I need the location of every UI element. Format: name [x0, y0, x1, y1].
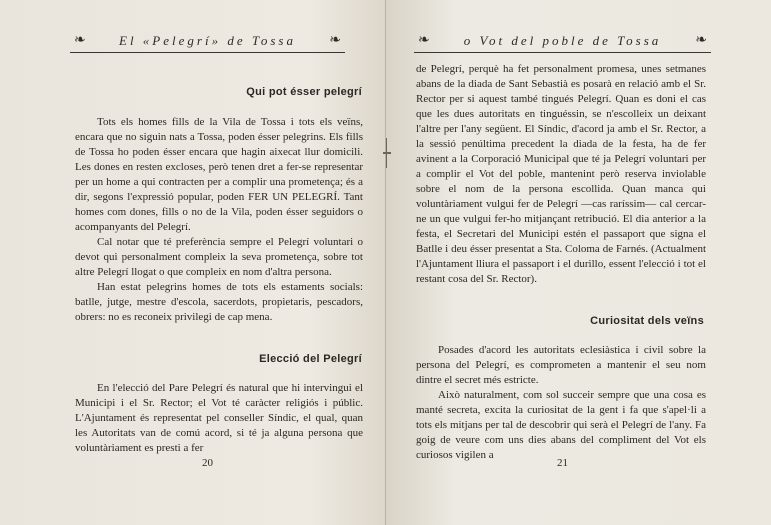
right-running-head: [414, 30, 711, 53]
paragraph: Han estat pelegrins homes de tots els estaments socials: batlle, jutge, mestre d'escola, sacerdots, propietaris, pescadors, obrers: no es reconeix privilegi de cap mena.: [75, 281, 363, 323]
page-number: 21: [557, 457, 568, 469]
paragraph: de Pelegrí, perquè ha fet personalment promesa, unes setmanes abans de la diada de Sant Sebastià es posarà en relació amb el Sr. Rector per si aquest també tingués Pelegrí. Quan es doni el cas que les dues autoritats en tinguéssin, se n'escolleix un deixant l'altre per l'any següent. El Síndic, d'acord ja amb el Sr. Rector, a la sessió penúltima precedent la diada de la festa, ha de fer avinent a la Corporació Municipal que té ja Pelegrí voluntari per a complir el Vot del poble, mantenint però reserva inviolable sobre el nom de la persona escollida. Quan manca qui voluntàriament vulgui fer de Pelegrí —cas raríssim— cal cercar-ne un que vulgui fer-ho mitjançant retribució. El dia anterior a la festa, el Secretari del Municipi estén el passaport que signa el Batlle i deu ésser presentat a Sta. Coloma de Farnés. (Actualment l'Ajuntament lliura el passaport i el durillo, essent l'elecció i tot el restant cosa del Sr. Rector).: [416, 63, 706, 285]
section-eleccio-body: [75, 381, 363, 456]
section-curiositat-body: [416, 343, 706, 463]
paragraph: En l'elecció del Pare Pelegrí és natural que hi intervingui el Municipi i el Sr. Rector; el Vot té caràcter religiós i públic. L'Ajuntament és representat pel conseller Síndic, el qual, quan les Autoritats van de comú acord, si té ja alguna persona que voluntàriament es presti a fer: [75, 382, 363, 454]
left-running-head-text: El «Pelegrí» de Tossa: [119, 33, 296, 48]
fleuron-icon: ❧: [418, 33, 430, 48]
section-title: Qui pot ésser pelegrí: [246, 86, 362, 98]
paragraph: Cal notar que té preferència sempre el Pelegrí voluntari o devot qui personalment compleix la seva prometença, sobre tot altre Pelegrí llogat o que compleix en nom d'altra persona.: [75, 236, 363, 278]
paragraph: Tots els homes fills de la Vila de Tossa i tots els veïns, encara que no siguin nats a Tossa, poden ésser pelegrins. Els fills de Tossa ho poden ésser encara que hagin aixecat llur domicili. Les dones en resten excloses, però tenen dret a fer-se representar per un home a qui contracten per a complir una prometença; és a dir, segons l'expressió popular, poden FER UN PELEGRÍ. Tant homes com dones, fills o no de la Vila, poden ésser seguidors o acompanyants del Pelegrí.: [75, 116, 363, 233]
fleuron-icon: ❧: [329, 33, 341, 48]
page-number: 20: [202, 457, 213, 469]
section-title: Curiositat dels veïns: [590, 315, 704, 327]
binding-mark: [386, 138, 394, 168]
section-title: Elecció del Pelegrí: [259, 353, 362, 365]
paragraph: Posades d'acord les autoritats eclesiàstica i civil sobre la persona del Pelegrí, es comprometen a mantenir el seu nom dintre el secret més estricte.: [416, 344, 706, 386]
left-running-head: [70, 30, 345, 53]
fleuron-icon: ❧: [74, 33, 86, 48]
left-page: [0, 0, 385, 525]
section-qui-pot: [72, 86, 362, 98]
continued-body: [416, 62, 706, 287]
right-running-head-text: o Vot del poble de Tossa: [463, 33, 662, 48]
section-eleccio: [72, 353, 362, 365]
section-curiositat: [416, 315, 704, 327]
section-qui-pot-body: [75, 115, 363, 325]
paragraph: Això naturalment, com sol succeir sempre que una cosa es manté secreta, excita la curiositat de la gent i fa que s'apel·li a tots els mitjans per tal de descobrir qui serà el Pelegrí de l'any. Fa goig de veure com uns dies abans del compliment del Vot els curiosos vigilen a: [416, 389, 706, 461]
right-page: [386, 0, 771, 525]
fleuron-icon: ❧: [695, 33, 707, 48]
